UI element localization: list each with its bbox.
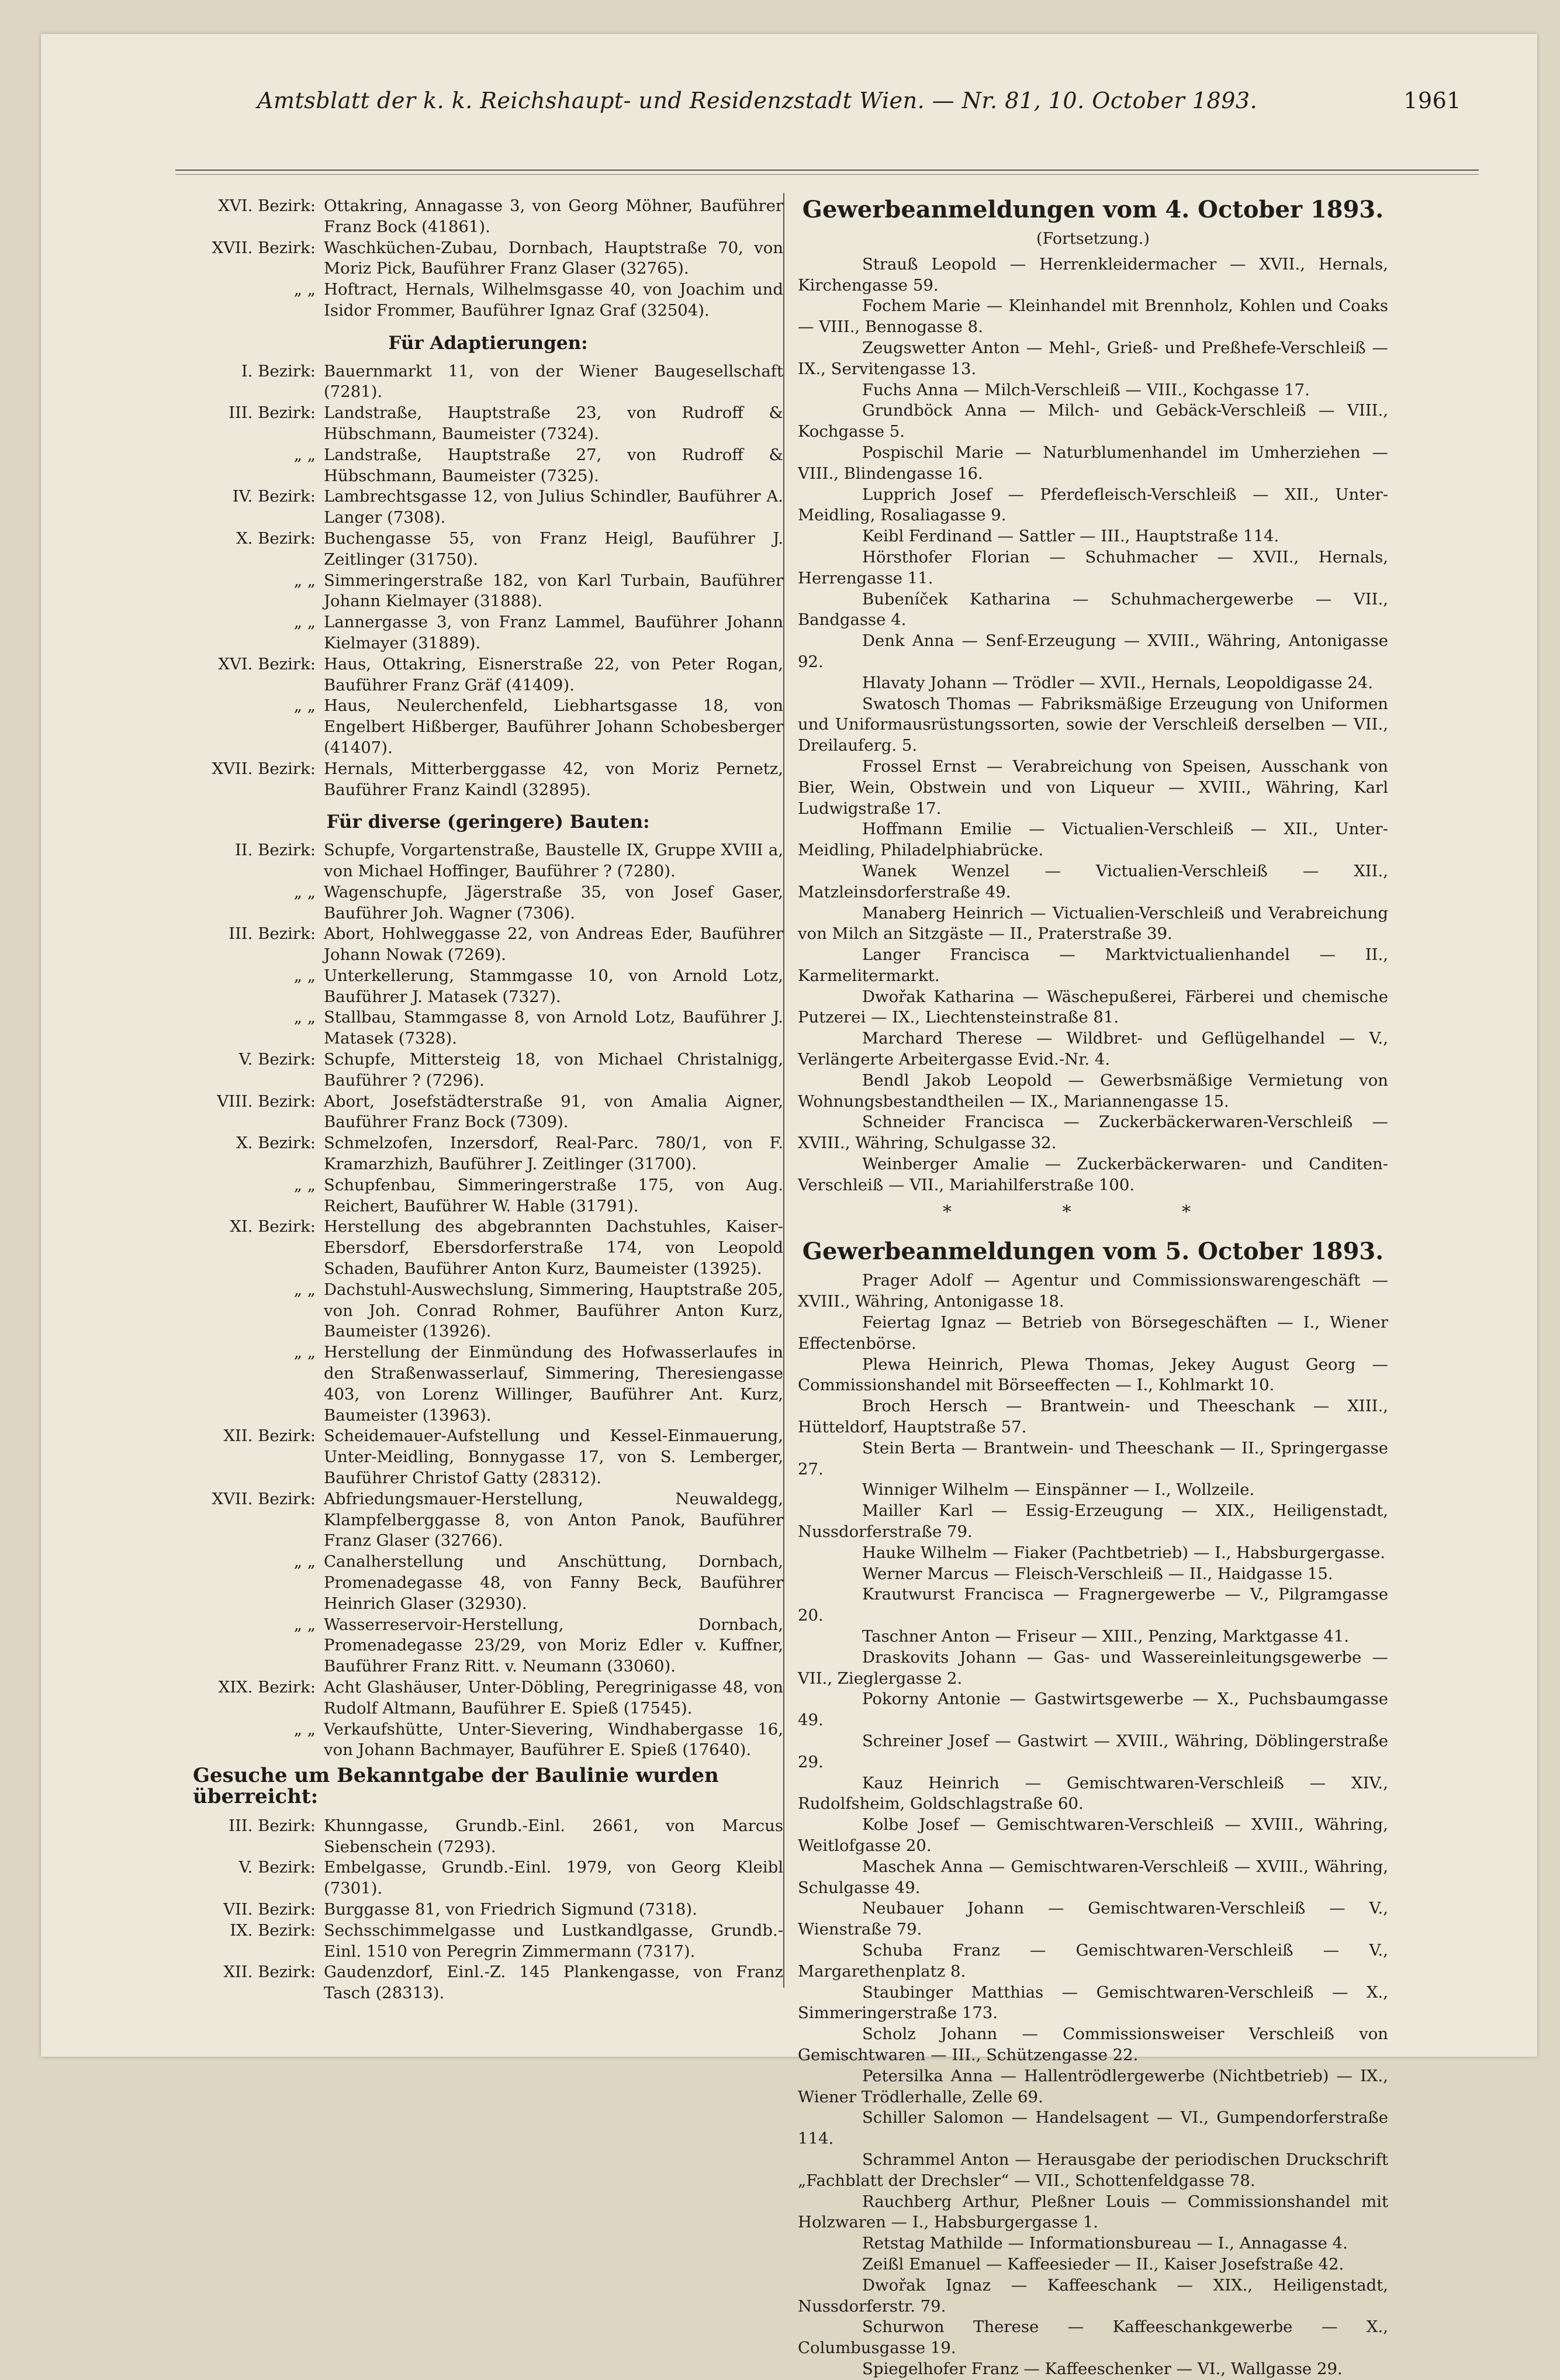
bezirk-label: VIII. Bezirk: [217, 1091, 316, 1111]
bezirk-label: „ „ [293, 1343, 316, 1362]
list-item: Bubeníček Katharina — Schuhmachergewerbe — VII., Bandgasse 4. [798, 589, 1388, 630]
heading-gesuche-baulinie: Gesuche um Bekanntgabe der Baulinie wurden überreicht: [193, 1764, 719, 1808]
bezirk-label: XII. Bezirk: [223, 1963, 316, 1982]
entry-text: Wasserreservoir-Herstellung, Dornbach, Promenadegasse 23/29, von Moriz Edler v. Kuffner, Bauführer Franz Ritt. v. Neumann (33060). [324, 1615, 783, 1676]
entry-text: Acht Glashäuser, Unter-Döbling, Peregrinigasse 48, von Rudolf Altmann, Bauführer E. Spieß (17545). [324, 1677, 783, 1718]
bezirk-label: VII. Bezirk: [223, 1899, 316, 1919]
list-item [193, 759, 783, 801]
list-item: Dwořak Katharina — Wäschepußerei, Färberei und chemische Putzerei — IX., Liechtensteinstraße 81. [798, 987, 1388, 1027]
list-item: Bendl Jakob Leopold — Gewerbsmäßige Vermietung von Wohnungsbestandtheilen — IX., Mariannengasse 15. [798, 1070, 1388, 1111]
page-number: 1961 [1403, 88, 1461, 113]
list-item: Schneider Francisca — Zuckerbäckerwaren-Verschleiß — XVIII., Währing, Schulgasse 32. [798, 1113, 1388, 1153]
bezirk-label: „ „ [293, 1008, 316, 1027]
list-item: Keibl Ferdinand — Sattler — III., Hauptstraße 114. [862, 527, 1279, 546]
list-item [193, 1677, 783, 1719]
entry-text: Khunngasse, Grundb.-Einl. 2661, von Marcus Siebenschein (7293). [324, 1816, 783, 1856]
list-item [193, 1857, 783, 1899]
entry-text: Scheidemauer-Aufstellung und Kessel-Einmauerung, Unter-Meidling, Bonnygasse 17, von S. Lemberger, Bauführer Christof Gatty (28312). [324, 1426, 783, 1488]
list-item: Denk Anna — Senf-Erzeugung — XVIII., Währing, Antonigasse 92. [798, 631, 1388, 671]
list-item [193, 1899, 783, 1920]
list-item: Schrammel Anton — Herausgabe der periodischen Druckschrift „Fachblatt der Drechsler“ — VII., Schottenfeldgasse 78. [798, 2150, 1388, 2190]
entry-text: Gaudenzdorf, Einl.-Z. 145 Plankengasse, von Franz Tasch (28313). [324, 1963, 783, 2003]
list-item [193, 486, 783, 528]
entry-text: Landstraße, Hauptstraße 27, von Rudroff & Hübschmann, Baumeister (7325). [324, 445, 783, 485]
bezirk-label: X. Bezirk: [236, 1134, 316, 1153]
bezirk-label: XVI. Bezirk: [218, 654, 316, 673]
list-item [193, 966, 783, 1008]
heading-gewerbe-4-october: Gewerbeanmeldungen vom 4. October 1893. [802, 196, 1384, 223]
list-item [193, 445, 783, 487]
bezirk-label: XVII. Bezirk: [212, 759, 316, 778]
entry-text: Bauernmarkt 11, von der Wiener Baugesellschaft (7281). [324, 361, 783, 402]
list-item [193, 1962, 783, 2004]
entry-text: Haus, Ottakring, Eisnerstraße 22, von Peter Rogan, Bauführer Franz Gräf (41409). [324, 654, 783, 695]
list-item [193, 612, 783, 654]
bezirk-label: „ „ [293, 882, 316, 901]
list-item [193, 571, 783, 613]
list-item [193, 1175, 783, 1217]
list-item: Feiertag Ignaz — Betrieb von Börsegeschäften — I., Wiener Effectenbörse. [798, 1313, 1388, 1353]
list-item: Krautwurst Francisca — Fragnergewerbe — V., Pilgramgasse 20. [798, 1585, 1388, 1625]
list-item [193, 1280, 783, 1342]
bezirk-label: „ „ [293, 1552, 316, 1571]
entry-text: Herstellung der Einmündung des Hofwasserlaufes in den Straßenwasserlauf, Simmering, Theresiengasse 403, von Lorenz Willinger, Bauführer Ant. Kurz, Baumeister (13963). [324, 1343, 783, 1425]
list-item: Grundböck Anna — Milch- und Gebäck-Verschleiß — VIII., Kochgasse 5. [798, 401, 1388, 441]
entry-text: Dachstuhl-Auswechslung, Simmering, Hauptstraße 205, von Joh. Conrad Rohmer, Bauführer Anton Kurz, Baumeister (13926). [324, 1280, 783, 1341]
list-item: Marchard Therese — Wildbret- und Geflügelhandel — V., Verlängerte Arbeitergasse Evid.-Nr. 4. [798, 1029, 1388, 1069]
list-item [193, 403, 783, 445]
header-title: Amtsblatt der k. k. Reichshaupt- und Residenzstadt Wien. — Nr. 81, 10. October 1893. [257, 88, 1258, 113]
entry-text: Lannergasse 3, von Franz Lammel, Bauführer Johann Kielmayer (31889). [324, 613, 783, 652]
list-item: Werner Marcus — Fleisch-Verschleiß — II., Haidgasse 15. [862, 1564, 1333, 1583]
list-item: Kauz Heinrich — Gemischtwaren-Verschleiß — XIV., Rudolfsheim, Goldschlagstraße 60. [798, 1773, 1388, 1814]
list-item [193, 1342, 783, 1426]
list-item: Frossel Ernst — Verabreichung von Speisen, Ausschank von Bier, Wein, Obstwein und von Liqueur — XVIII., Währing, Karl Ludwigstraße 17. [798, 757, 1388, 818]
entry-text: Abort, Josefstädterstraße 91, von Amalia Aigner, Bauführer Franz Bock (7309). [324, 1091, 783, 1132]
bezirk-label: V. Bezirk: [238, 1858, 316, 1877]
list-item [193, 361, 783, 403]
list-item: Manaberg Heinrich — Victualien-Verschleiß und Verabreichung von Milch an Sitzgäste — II., Praterstraße 39. [798, 903, 1388, 944]
list-item [193, 1091, 783, 1134]
bezirk-label: III. Bezirk: [229, 403, 316, 423]
adaptierungen-list [193, 361, 783, 801]
bezirk-label: X. Bezirk: [236, 528, 316, 548]
entry-text: Wagenschupfe, Jägerstraße 35, von Josef Gaser, Bauführer Joh. Wagner (7306). [324, 882, 783, 923]
list-item: Langer Francisca — Marktvictualienhandel — II., Karmelitermarkt. [798, 945, 1388, 985]
list-item: Lupprich Josef — Pferdefleisch-Verschleiß — XII., Unter-Meidling, Rosaliagasse 9. [798, 485, 1388, 525]
column-divider [783, 193, 784, 1988]
list-item [193, 1920, 783, 1963]
bezirk-label: XI. Bezirk: [230, 1217, 316, 1236]
list-item: Prager Adolf — Agentur und Commissionswarengeschäft — XVIII., Währing, Antonigasse 18. [798, 1271, 1388, 1311]
list-item [193, 924, 783, 966]
list-item: Fochem Marie — Kleinhandel mit Brennholz, Kohlen und Coaks — VIII., Bennogasse 8. [798, 296, 1388, 337]
list-item: Pospischil Marie — Naturblumenhandel im Umherziehen — VIII., Blindengasse 16. [798, 443, 1388, 483]
bezirk-label: XIX. Bezirk: [218, 1677, 316, 1697]
list-item [193, 238, 783, 280]
entry-text: Schupfe, Vorgartenstraße, Baustelle IX, Gruppe XVIII a, von Michael Hoffinger, Bauführer ? (7280). [324, 841, 783, 880]
entry-text: Abort, Hohlweggasse 22, von Andreas Eder, Bauführer Johann Nowak (7269). [324, 924, 783, 965]
list-item: Plewa Heinrich, Plewa Thomas, Jekey August Georg — Commissionshandel mit Börseeffecten — I., Kohlmarkt 10. [798, 1355, 1388, 1395]
list-item: Kolbe Josef — Gemischtwaren-Verschleiß — XVIII., Währing, Weitlofgasse 20. [798, 1815, 1388, 1855]
entry-text: Schupfe, Mittersteig 18, von Michael Christalnigg, Bauführer ? (7296). [324, 1050, 783, 1090]
header-rule [175, 170, 1479, 175]
gewerbe-list-5-october [798, 1270, 1388, 2379]
list-item [193, 1615, 783, 1677]
list-item: Hauke Wilhelm — Fiaker (Pachtbetrieb) — I., Habsburgergasse. [862, 1543, 1385, 1562]
page-header [257, 88, 1461, 113]
entry-text: Schupfenbau, Simmeringerstraße 175, von Aug. Reichert, Bauführer W. Hable (31791). [324, 1175, 783, 1215]
bezirk-label: I. Bezirk: [241, 361, 316, 381]
entry-text: Canalherstellung und Anschüttung, Dornbach, Promenadegasse 48, von Fanny Beck, Bauführer Heinrich Glaser (32930). [324, 1552, 783, 1613]
bezirk-label: II. Bezirk: [234, 841, 316, 860]
entry-text: Lambrechtsgasse 12, von Julius Schindler, Bauführer A. Langer (7308). [324, 487, 783, 527]
bezirk-label: „ „ [293, 696, 316, 716]
heading-adaptierungen: Für Adaptierungen: [388, 332, 588, 354]
list-item: Rauchberg Arthur, Pleßner Louis — Commissionshandel mit Holzwaren — I., Habsburgergasse 1. [798, 2192, 1388, 2232]
left-column [193, 196, 783, 2004]
list-item: Spiegelhofer Franz — Kaffeeschenker — VI., Wallgasse 29. [862, 2359, 1343, 2378]
list-item [193, 840, 783, 882]
gesuche-list [193, 1816, 783, 2004]
list-item [193, 1049, 783, 1091]
list-item [193, 696, 783, 758]
heading-gewerbe-5-october: Gewerbeanmeldungen vom 5. October 1893. [802, 1238, 1384, 1266]
list-item: Pokorny Antonie — Gastwirtsgewerbe — X., Puchsbaumgasse 49. [798, 1690, 1388, 1730]
list-item: Wanek Wenzel — Victualien-Verschleiß — XII., Matzleinsdorferstraße 49. [798, 861, 1388, 901]
bezirk-label: „ „ [293, 571, 316, 590]
bezirk-label: „ „ [293, 966, 316, 985]
list-item: Hörsthofer Florian — Schuhmacher — XVII., Hernals, Herrengasse 11. [798, 547, 1388, 588]
entry-text: Ottakring, Annagasse 3, von Georg Möhner, Bauführer Franz Bock (41861). [324, 196, 783, 236]
list-item: Mailler Karl — Essig-Erzeugung — XIX., Heiligenstadt, Nussdorferstraße 79. [798, 1501, 1388, 1542]
list-item [193, 279, 783, 322]
entry-text: Schmelzofen, Inzersdorf, Real-Parc. 780/1, von F. Kramarzhizh, Bauführer J. Zeitlinger (31700). [324, 1134, 783, 1174]
bezirk-label: XVII. Bezirk: [212, 238, 316, 257]
bezirk-label: „ „ [293, 1175, 316, 1194]
list-item: Fuchs Anna — Milch-Verschleiß — VIII., Kochgasse 17. [862, 380, 1310, 399]
list-item: Zeißl Emanuel — Kaffeesieder — II., Kaiser Josefstraße 42. [862, 2254, 1344, 2274]
entry-text: Simmeringerstraße 182, von Karl Turbain, Bauführer Johann Kielmayer (31888). [324, 571, 783, 611]
bezirk-label: XII. Bezirk: [223, 1426, 316, 1446]
entry-text: Stallbau, Stammgasse 8, von Arnold Lotz, Bauführer J. Matasek (7328). [324, 1008, 783, 1048]
list-item: Hoffmann Emilie — Victualien-Verschleiß — XII., Unter-Meidling, Philadelphiabrücke. [798, 820, 1388, 860]
list-item: Petersilka Anna — Hallentrödlergewerbe (Nichtbetrieb) — IX., Wiener Trödlerhalle, Zelle 69. [798, 2066, 1388, 2106]
list-item: Neubauer Johann — Gemischtwaren-Verschleiß — V., Wienstraße 79. [798, 1899, 1388, 1939]
list-item [193, 1719, 783, 1761]
bezirk-label: „ „ [293, 613, 316, 632]
bezirk-label: XVI. Bezirk: [218, 196, 316, 215]
list-item: Weinberger Amalie — Zuckerbäckerwaren- und Canditen-Verschleiß — VII., Mariahilferstraße 100. [798, 1155, 1388, 1194]
bezirk-label: IX. Bezirk: [230, 1920, 316, 1940]
list-item [193, 1007, 783, 1049]
bauten-list-1 [193, 196, 783, 322]
list-item [193, 1552, 783, 1614]
entry-text: Hoftract, Hernals, Wilhelmsgasse 40, von Joachim und Isidor Frommer, Bauführer Ignaz Graf (32504). [324, 280, 783, 320]
list-item: Taschner Anton — Friseur — XIII., Penzing, Marktgasse 41. [862, 1627, 1349, 1646]
list-item: Schurwon Therese — Kaffeeschankgewerbe — X., Columbusgasse 19. [798, 2317, 1388, 2358]
entry-text: Burggasse 81, von Friedrich Sigmund (7318). [324, 1899, 697, 1919]
list-item [193, 882, 783, 924]
entry-text: Embelgasse, Grundb.-Einl. 1979, von Georg Kleibl (7301). [324, 1858, 783, 1898]
entry-text: Buchengasse 55, von Franz Heigl, Bauführer J. Zeitlinger (31750). [324, 528, 783, 569]
list-item [193, 1217, 783, 1279]
list-item [193, 1816, 783, 1858]
entry-text: Waschküchen-Zubau, Dornbach, Hauptstraße 70, von Moriz Pick, Bauführer Franz Glaser (32765). [324, 238, 783, 278]
entry-text: Abfriedungsmauer-Herstellung, Neuwaldegg, Klampfelberggasse 8, von Anton Panok, Bauführer Franz Glaser (32766). [324, 1489, 783, 1550]
list-item: Maschek Anna — Gemischtwaren-Verschleiß — XVIII., Währing, Schulgasse 49. [798, 1857, 1388, 1897]
list-item: Winniger Wilhelm — Einspänner — I., Wollzeile. [862, 1480, 1255, 1500]
bezirk-label: XVII. Bezirk: [212, 1489, 316, 1508]
list-item: Scholz Johann — Commissionsweiser Verschleiß von Gemischtwaren — III., Schützengasse 22. [798, 2025, 1388, 2064]
bezirk-label: „ „ [293, 1615, 316, 1634]
list-item: Hlavaty Johann — Trödler — XVII., Hernals, Leopoldigasse 24. [862, 673, 1374, 692]
list-item: Swatosch Thomas — Fabriksmäßige Erzeugung von Uniformen und Uniformausrüstungssorten, sowie der Verschleiß derselben — VII., Dreilauferg. 5. [798, 694, 1388, 755]
entry-text: Hernals, Mitterberggasse 42, von Moriz Pernetz, Bauführer Franz Kaindl (32895). [324, 759, 783, 799]
list-item: Broch Hersch — Brantwein- und Theeschank — XIII., Hütteldorf, Hauptstraße 57. [798, 1397, 1388, 1437]
entry-text: Landstraße, Hauptstraße 23, von Rudroff & Hübschmann, Baumeister (7324). [324, 403, 783, 443]
section-separator-stars: * * * [942, 1201, 1244, 1222]
list-item: Strauß Leopold — Herrenkleidermacher — XVII., Hernals, Kirchengasse 59. [798, 254, 1388, 295]
bezirk-label: IV. Bezirk: [232, 487, 316, 506]
bezirk-label: „ „ [293, 445, 316, 464]
right-column [798, 196, 1388, 2380]
bezirk-label: III. Bezirk: [229, 924, 316, 944]
list-item: Schreiner Josef — Gastwirt — XVIII., Währing, Döblingerstraße 29. [798, 1731, 1388, 1771]
list-item: Dwořak Ignaz — Kaffeeschank — XIX., Heiligenstadt, Nussdorferstr. 79. [798, 2275, 1388, 2316]
entry-text: Haus, Neulerchenfeld, Liebhartsgasse 18, von Engelbert Hißberger, Bauführer Johann Schobesberger (41407). [324, 696, 783, 757]
entry-text: Herstellung des abgebrannten Dachstuhles, Kaiser-Ebersdorf, Ebersdorferstraße 174, von Leopold Schaden, Bauführer Anton Kurz, Baumeister (13925). [324, 1217, 783, 1279]
list-item [193, 528, 783, 571]
entry-text: Sechsschimmelgasse und Lustkandlgasse, Grundb.-Einl. 1510 von Peregrin Zimmermann (7317). [324, 1920, 783, 1961]
entry-text: Verkaufshütte, Unter-Sievering, Windhabergasse 16, von Johann Bachmayer, Bauführer E. Spieß (17640). [324, 1719, 783, 1760]
list-item [193, 1489, 783, 1552]
bezirk-label: „ „ [293, 1280, 316, 1299]
list-item: Zeugswetter Anton — Mehl-, Grieß- und Preßhefe-Verschleiß — IX., Servitengasse 13. [798, 338, 1388, 378]
list-item: Retstag Mathilde — Informationsbureau — I., Annagasse 4. [862, 2234, 1348, 2253]
list-item: Staubinger Matthias — Gemischtwaren-Verschleiß — X., Simmeringerstraße 173. [798, 1982, 1388, 2023]
list-item: Stein Berta — Brantwein- und Theeschank — II., Springergasse 27. [798, 1438, 1388, 1479]
bezirk-label: III. Bezirk: [229, 1816, 316, 1835]
bezirk-label: V. Bezirk: [238, 1050, 316, 1069]
list-item [193, 654, 783, 696]
continuation-note: (Fortsetzung.) [1036, 230, 1150, 248]
bezirk-label: „ „ [293, 280, 316, 299]
diverse-bauten-list [193, 840, 783, 1761]
list-item [193, 1133, 783, 1175]
list-item [193, 1426, 783, 1488]
list-item: Schuba Franz — Gemischtwaren-Verschleiß — V., Margarethenplatz 8. [798, 1940, 1388, 1981]
bezirk-label: „ „ [293, 1719, 316, 1739]
list-item [193, 196, 783, 238]
gewerbe-list-4-october [798, 254, 1388, 1196]
list-item: Draskovits Johann — Gas- und Wassereinleitungsgewerbe — VII., Zieglergasse 2. [798, 1647, 1388, 1688]
entry-text: Unterkellerung, Stammgasse 10, von Arnold Lotz, Bauführer J. Matasek (7327). [324, 966, 783, 1006]
heading-diverse-bauten: Für diverse (geringere) Bauten: [326, 811, 650, 833]
list-item: Schiller Salomon — Handelsagent — VI., Gumpendorferstraße 114. [798, 2108, 1388, 2148]
